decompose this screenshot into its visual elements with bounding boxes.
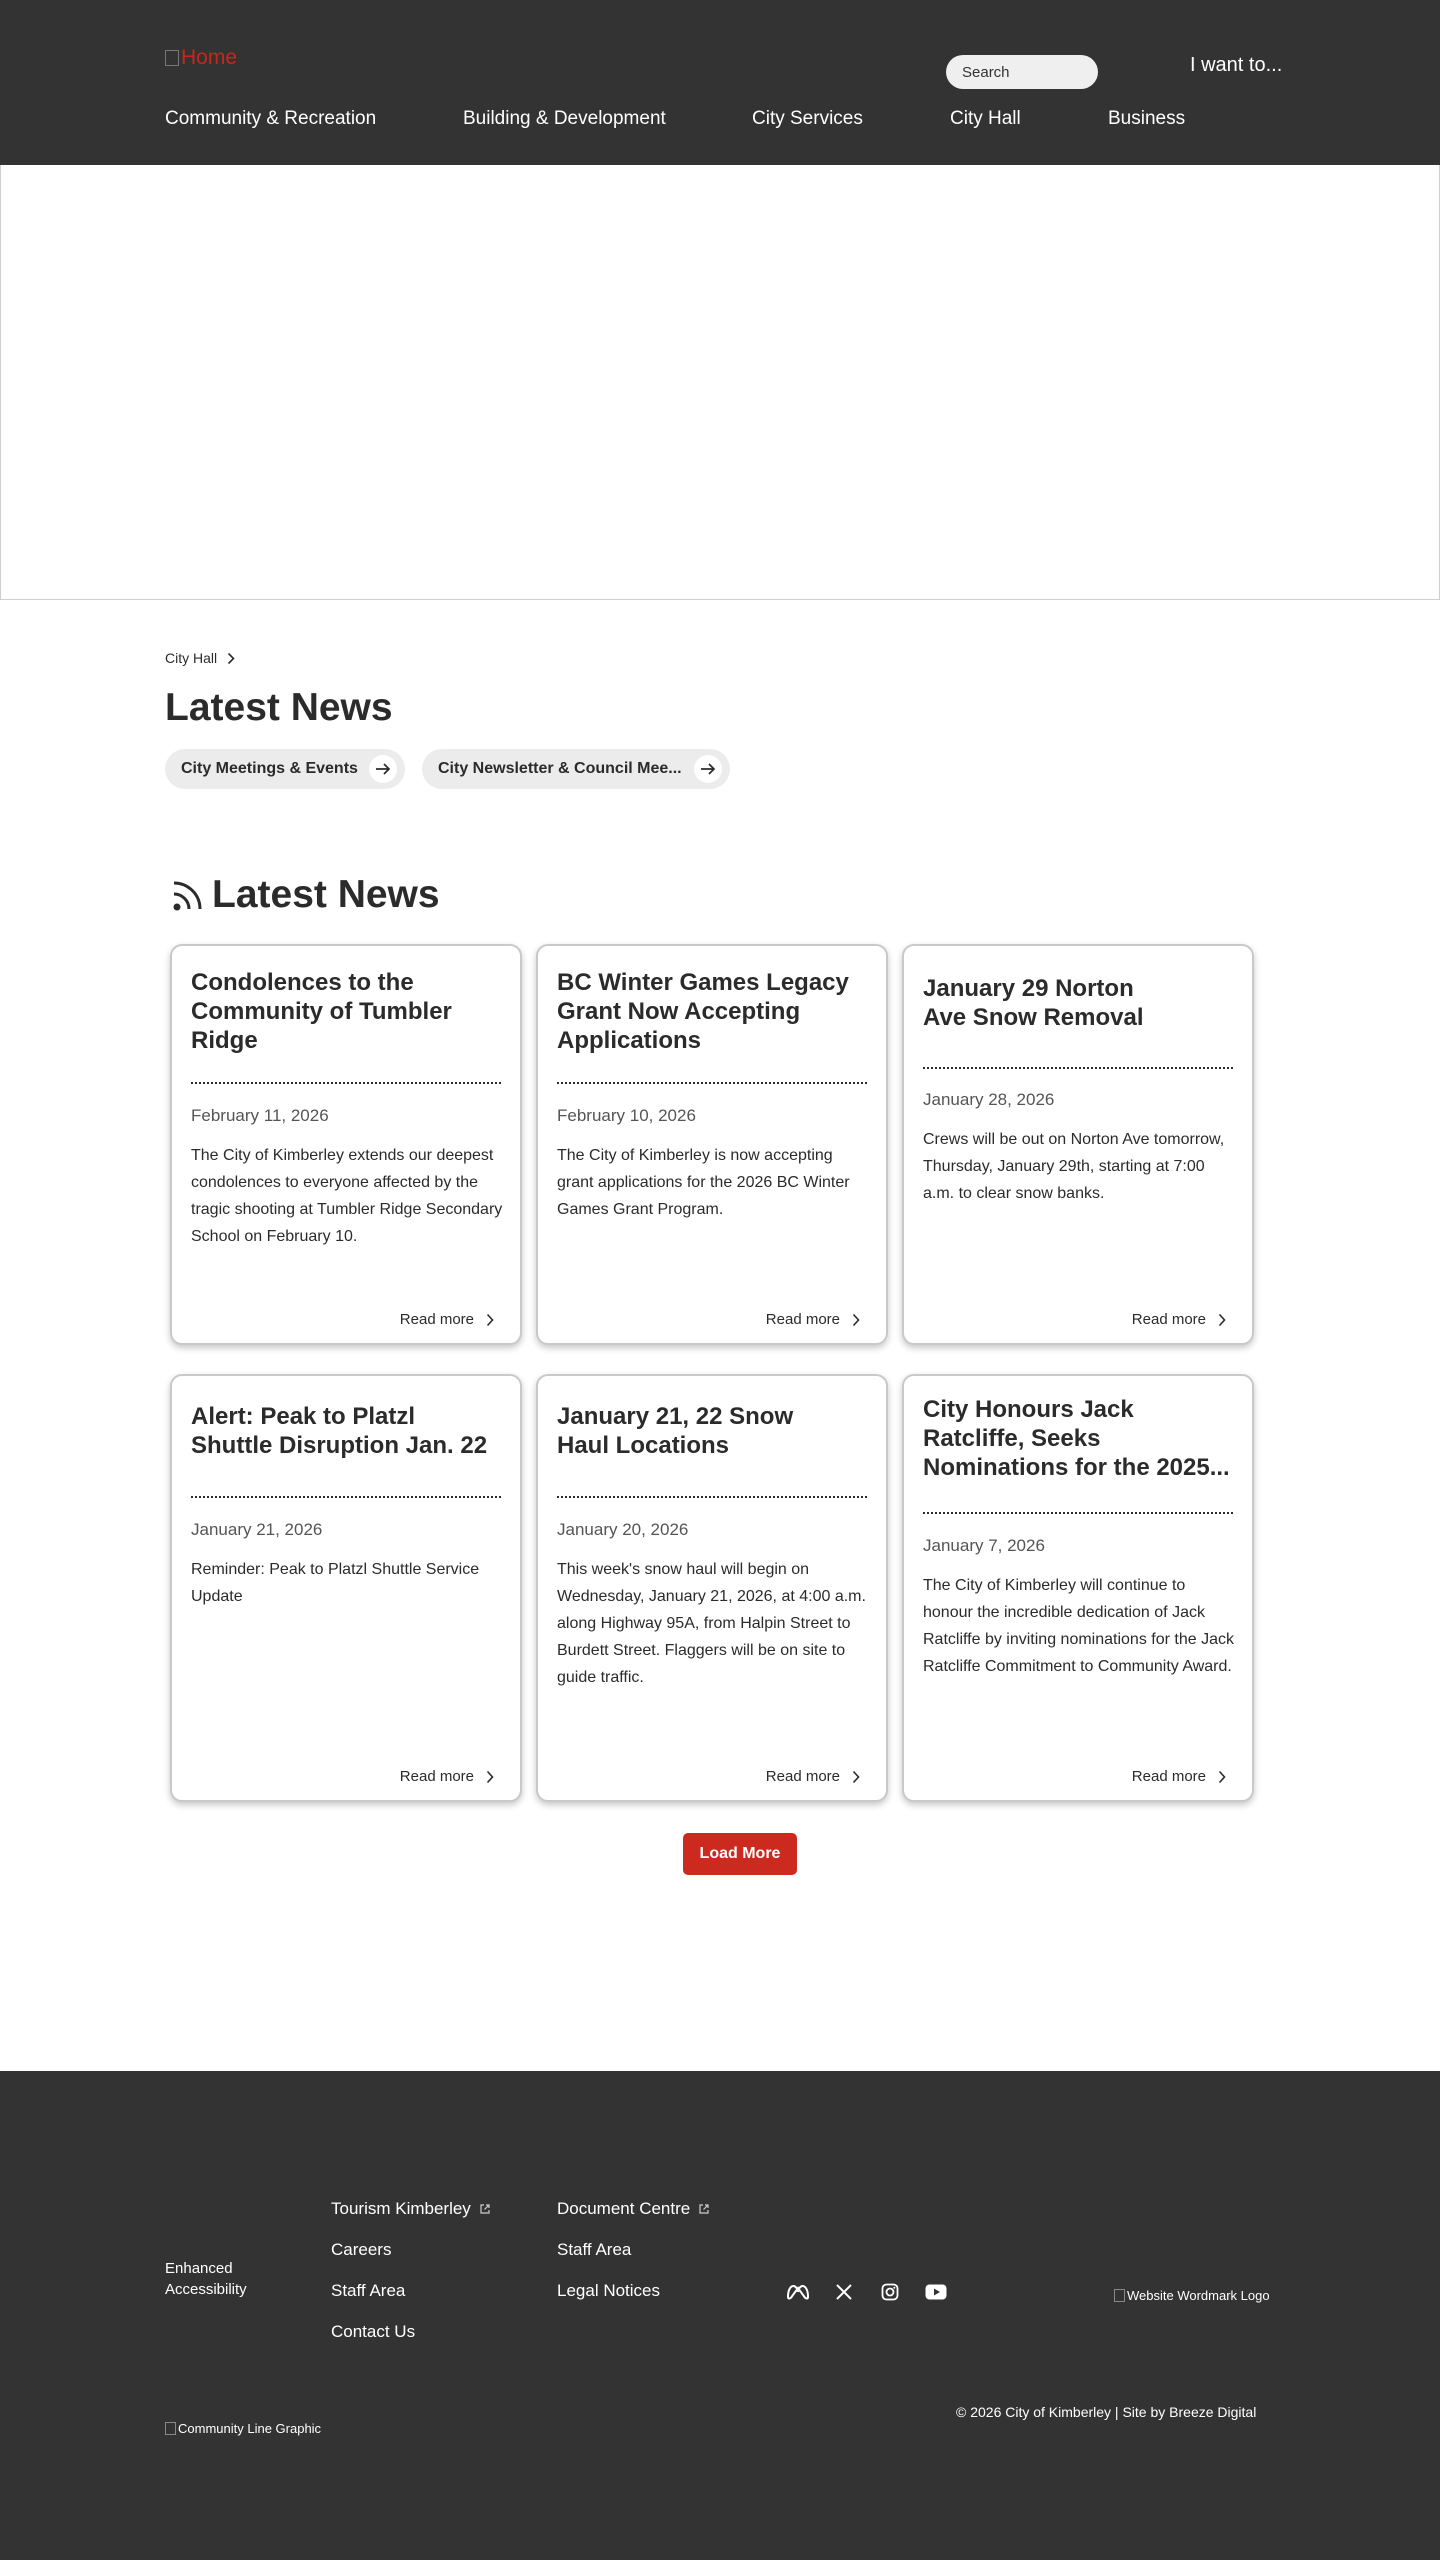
pill-city-meetings-events[interactable] [165, 749, 405, 789]
news-card[interactable] [170, 944, 522, 1345]
footer-link-tourism-kimberley[interactable] [331, 2199, 491, 2219]
read-more-link[interactable] [400, 1768, 494, 1785]
footer-link-label: Tourism Kimberley [331, 2199, 471, 2218]
arrow-right-icon [694, 755, 722, 783]
card-title[interactable]: Condolences to the Community of Tumbler Ridge [191, 969, 452, 1054]
read-more-label: Read more [765, 1768, 840, 1785]
chevron-right-icon [486, 1770, 494, 1784]
card-date: January 21, 2026 [191, 1520, 323, 1539]
site-footer [0, 2071, 1440, 2560]
main-nav [0, 108, 1440, 138]
footer-link-staff-area-2[interactable]: Staff Area [557, 2240, 632, 2259]
card-divider [191, 1496, 501, 1498]
chevron-right-icon [1218, 1770, 1226, 1784]
card-title[interactable]: BC Winter Games Legacy Grant Now Accepting Applications [557, 969, 849, 1054]
search-input[interactable] [946, 55, 1098, 89]
card-date: January 20, 2026 [557, 1520, 689, 1539]
footer-link-staff-area[interactable]: Staff Area [331, 2281, 406, 2300]
breadcrumb-label: City Hall [165, 650, 218, 666]
nav-business[interactable]: Business [1108, 108, 1186, 129]
chevron-right-icon [486, 1313, 494, 1327]
footer-link-careers[interactable]: Careers [331, 2240, 392, 2259]
wordmark-alt-text: Website Wordmark Logo [1127, 2288, 1270, 2303]
chevron-right-icon [852, 1770, 860, 1784]
card-description: Crews will be out on Norton Ave tomorrow, Thursday, January 29th, starting at 7:00 a.m. to clear snow banks. [923, 1131, 1225, 1202]
section-title [170, 873, 440, 917]
youtube-icon[interactable] [923, 2279, 949, 2305]
external-link-icon [479, 2203, 491, 2215]
card-title[interactable]: January 21, 22 Snow Haul Locations [557, 1403, 794, 1459]
nav-building-development[interactable]: Building & Development [463, 108, 666, 129]
nav-city-services[interactable]: City Services [752, 108, 863, 129]
card-title[interactable]: January 29 Norton Ave Snow Removal [923, 975, 1144, 1031]
copyright-text: © 2026 City of Kimberley | Site by Breeze Digital [956, 2404, 1257, 2420]
site-header [0, 0, 1440, 165]
card-description: Reminder: Peak to Platzl Shuttle Service Update [191, 1561, 480, 1605]
read-more-label: Read more [399, 1768, 474, 1785]
read-more-label: Read more [1131, 1768, 1206, 1785]
breadcrumb[interactable] [165, 650, 235, 666]
nav-community-recreation[interactable]: Community & Recreation [165, 108, 377, 129]
external-link-icon [698, 2203, 710, 2215]
community-line-graphic [165, 2421, 321, 2436]
read-more-link[interactable] [1132, 1311, 1226, 1328]
card-divider [923, 1067, 1233, 1069]
read-more-label: Read more [399, 1311, 474, 1328]
card-date: February 10, 2026 [557, 1106, 696, 1125]
broken-image-icon [165, 2422, 176, 2435]
broken-image-icon [165, 50, 179, 66]
i-want-to-menu[interactable]: I want to... [1190, 54, 1283, 76]
rss-icon [170, 877, 206, 913]
card-divider [557, 1496, 867, 1498]
home-logo-alt: Home [181, 46, 238, 69]
card-divider [191, 1082, 501, 1084]
pill-label: City Newsletter & Council Mee... [438, 760, 682, 777]
pill-label: City Meetings & Events [181, 760, 358, 777]
hero-banner [0, 165, 1440, 600]
footer-link-contact-us[interactable]: Contact Us [331, 2322, 416, 2341]
website-wordmark-logo[interactable] [1114, 2288, 1270, 2303]
news-card[interactable] [536, 1374, 888, 1802]
chevron-right-icon [227, 652, 235, 665]
card-date: February 11, 2026 [191, 1106, 329, 1125]
read-more-link[interactable] [766, 1768, 860, 1785]
read-more-label: Read more [1131, 1311, 1206, 1328]
x-icon[interactable] [831, 2279, 857, 2305]
read-more-link[interactable] [766, 1311, 860, 1328]
nav-city-hall[interactable]: City Hall [950, 108, 1021, 129]
section-title-text: Latest News [212, 873, 440, 916]
home-logo-link[interactable] [165, 46, 237, 70]
load-more-button[interactable]: Load More [683, 1833, 797, 1875]
card-divider [557, 1082, 867, 1084]
community-line-alt-text: Community Line Graphic [178, 2421, 322, 2436]
pill-city-newsletter[interactable] [422, 749, 730, 789]
footer-link-label: Document Centre [557, 2199, 691, 2218]
arrow-right-icon [369, 755, 397, 783]
chevron-right-icon [1218, 1313, 1226, 1327]
instagram-icon[interactable] [877, 2279, 903, 2305]
page-title: Latest News [165, 686, 393, 729]
card-title[interactable]: Alert: Peak to Platzl Shuttle Disruption Jan. 22 [191, 1403, 488, 1459]
card-description: The City of Kimberley will continue to honour the incredible dedication of Jack Ratcliffe by inviting nominations for the Jack Ratcliffe Commitment to Community Award. [923, 1577, 1234, 1675]
card-description: The City of Kimberley is now accepting grant applications for the 2026 BC Winter Games Grant Program. [557, 1147, 850, 1218]
card-date: January 28, 2026 [923, 1090, 1055, 1109]
card-divider [923, 1512, 1233, 1514]
card-description: The City of Kimberley extends our deepest condolences to everyone affected by the tragic shooting at Tumbler Ridge Secondary School on February 10. [191, 1147, 503, 1245]
read-more-link[interactable] [1132, 1768, 1226, 1785]
read-more-link[interactable] [400, 1311, 494, 1328]
footer-link-document-centre[interactable] [557, 2199, 710, 2219]
news-card[interactable] [536, 944, 888, 1345]
news-card[interactable] [902, 944, 1254, 1345]
enhanced-accessibility-link[interactable]: Enhanced Accessibility [165, 2260, 247, 2298]
read-more-label: Read more [765, 1311, 840, 1328]
card-description: This week's snow haul will begin on Wednesday, January 21, 2026, at 4:00 a.m. along Highway 95A, from Halpin Street to Burdett Street. Flaggers will be on site to guide traffic. [557, 1561, 866, 1686]
meta-icon[interactable] [785, 2279, 811, 2305]
broken-image-icon [1114, 2289, 1125, 2302]
news-card[interactable] [902, 1374, 1254, 1802]
chevron-right-icon [852, 1313, 860, 1327]
card-date: January 7, 2026 [923, 1536, 1045, 1555]
footer-link-legal-notices[interactable]: Legal Notices [557, 2281, 661, 2300]
card-title[interactable]: City Honours Jack Ratcliffe, Seeks Nominations for the 2025... [923, 1396, 1230, 1481]
news-card[interactable] [170, 1374, 522, 1802]
